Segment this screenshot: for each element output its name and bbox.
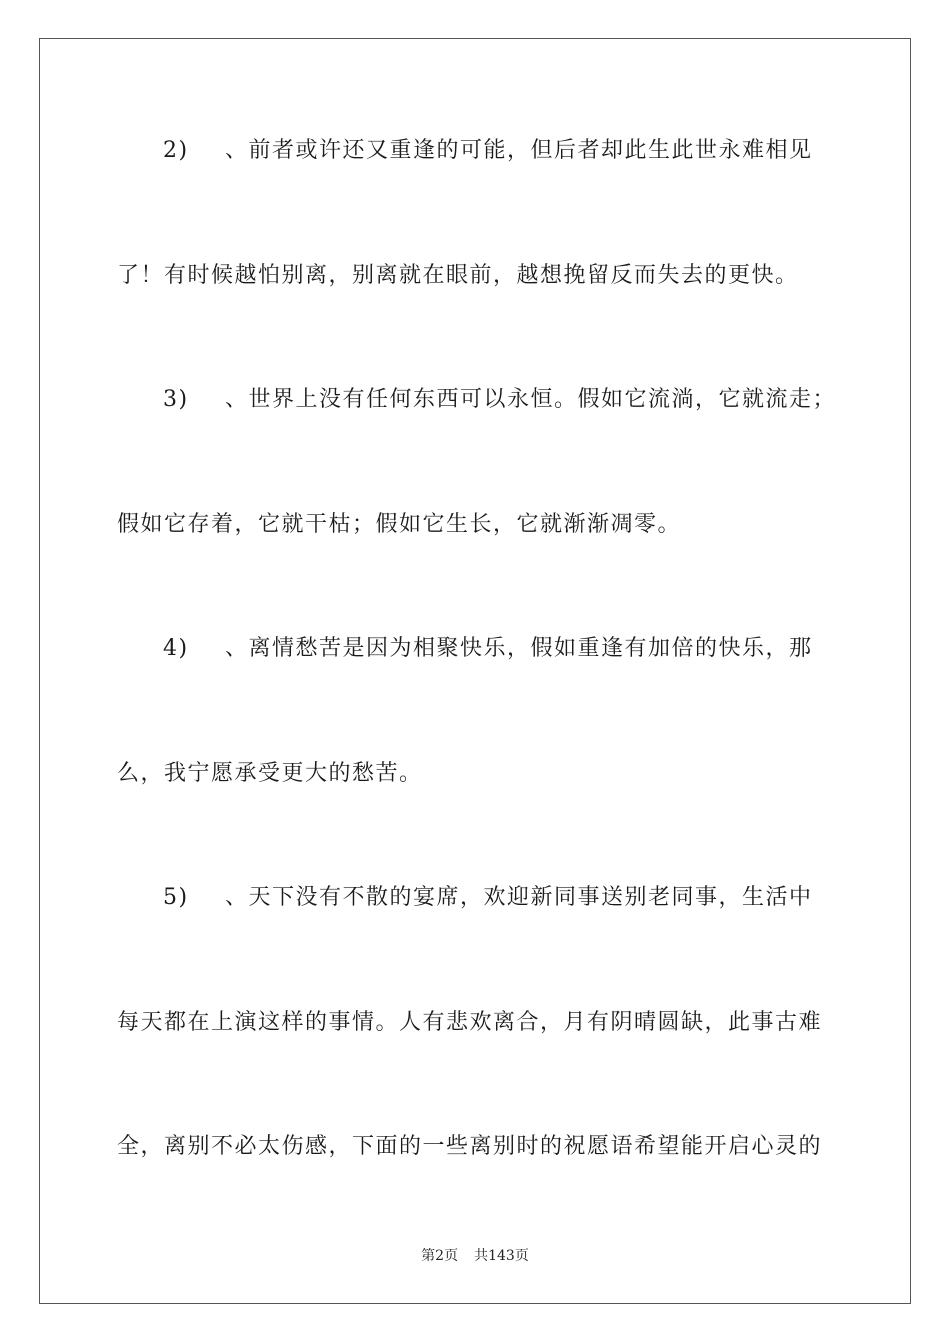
page-footer	[0, 1247, 950, 1265]
paragraph-4-number: 4)	[163, 636, 189, 661]
paragraph-5-line-2: 每天都在上演这样的事情。人有悲欢离合，月有阴晴圆缺，此事古难	[117, 1010, 823, 1035]
paragraph-5-text-1: 、天下没有不散的宴席，欢迎新同事送别老同事，生活中	[225, 885, 813, 910]
paragraph-3-text-1: 、世界上没有任何东西可以永恒。假如它流淌，它就流走；	[225, 387, 837, 412]
paragraph-5-number: 5)	[163, 885, 189, 910]
paragraph-4-line-1	[163, 634, 883, 664]
paragraph-2-text-1: 、前者或许还又重逢的可能，但后者却此生此世永难相见	[225, 138, 813, 163]
paragraph-3-line-2: 假如它存着，它就干枯；假如它生长，它就渐渐凋零。	[117, 512, 682, 537]
paragraph-2-number: 2)	[163, 138, 189, 163]
paragraph-5-line-1	[163, 883, 883, 913]
paragraph-2-line-2: 了！有时候越怕别离，别离就在眼前，越想挽留反而失去的更快。	[117, 263, 799, 288]
paragraph-2-line-1	[163, 136, 883, 166]
paragraph-3-number: 3)	[163, 387, 189, 412]
page-number: 第2页	[421, 1248, 459, 1264]
paragraph-4-text-1: 、离情愁苦是因为相聚快乐，假如重逢有加倍的快乐，那	[225, 636, 813, 661]
paragraph-4-line-2: 么，我宁愿承受更大的愁苦。	[117, 761, 423, 786]
total-pages: 共143页	[474, 1248, 529, 1264]
paragraph-5-line-3: 全，离别不必太伤感，下面的一些离别时的祝愿语希望能开启心灵的	[117, 1134, 823, 1159]
page-border	[39, 38, 911, 1304]
paragraph-3-line-1	[163, 385, 883, 415]
